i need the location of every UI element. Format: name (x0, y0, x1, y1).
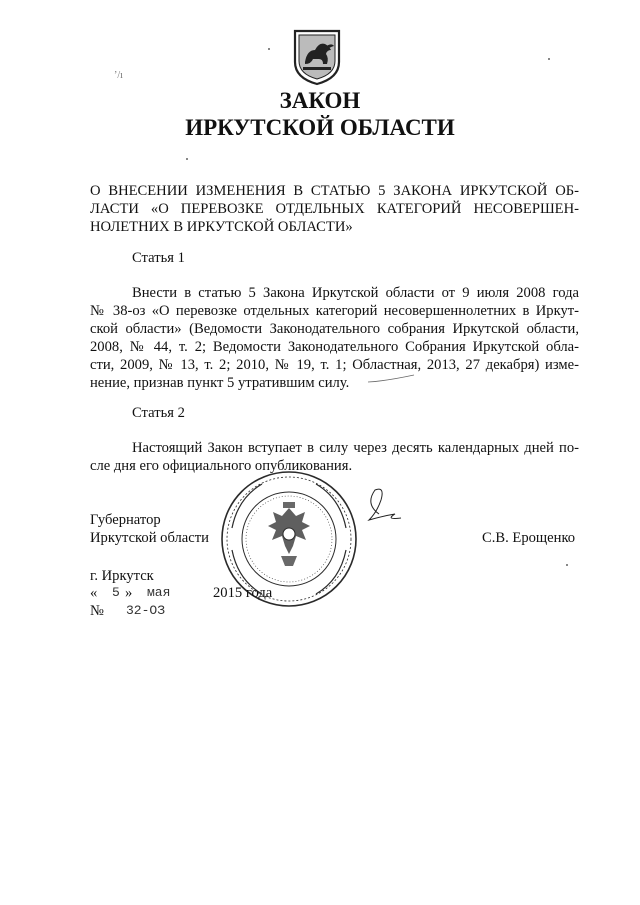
law-number: 32-ОЗ (126, 603, 166, 618)
date-day: 5 (112, 585, 120, 600)
signatory-title-line2: Иркутской области (90, 530, 209, 546)
paragraph-line: сле дня его официального опубликования. (90, 458, 353, 474)
paragraph-line: ской области» (Ведомости Законодательного собрания Иркутской области, (90, 321, 579, 337)
paragraph-line: нение, признав пункт 5 утратившим силу. (90, 375, 350, 391)
paragraph-line: сти, 2009, № 13, т. 2; 2010, № 19, т. 1; Областная, 2013, 27 декабря) изме- (90, 357, 579, 373)
signatory-title-line1: Губернатор (90, 512, 161, 528)
article-1-heading: Статья 1 (132, 250, 185, 266)
date-close-quote: » (125, 585, 133, 601)
paragraph-line: № 38-оз «О перевозке отдельных категорий несовершеннолетних в Иркут- (90, 303, 579, 319)
coat-of-arms-icon (291, 28, 343, 86)
pen-stroke-mark (366, 372, 416, 386)
handwritten-signature-icon (355, 484, 405, 534)
scan-speck (186, 158, 188, 160)
scan-speck (268, 48, 270, 50)
city: г. Иркутск (90, 568, 154, 584)
article-1-text (90, 284, 579, 392)
signatory-name: С.В. Ерощенко (482, 530, 576, 546)
paragraph-line: Настоящий Закон вступает в силу через десять календарных дней по- (132, 440, 579, 456)
subject-line: ЛАСТИ «О ПЕРЕВОЗКЕ ОТДЕЛЬНЫХ КАТЕГОРИЙ НЕСОВЕРШЕН- (90, 201, 579, 217)
scan-speck (548, 58, 550, 60)
stray-pen-mark: ʼ/ı (114, 70, 123, 81)
subject-line: НОЛЕТНИХ В ИРКУТСКОЙ ОБЛАСТИ» (90, 219, 353, 235)
document-title-line1: ЗАКОН (279, 88, 361, 113)
subject-line: О ВНЕСЕНИИ ИЗМЕНЕНИЯ В СТАТЬЮ 5 ЗАКОНА ИРКУТСКОЙ ОБ- (90, 183, 579, 199)
date-month: мая (147, 585, 171, 600)
number-sign: № (90, 603, 104, 619)
document-title-line2: ИРКУТСКОЙ ОБЛАСТИ (185, 115, 455, 140)
law-subject (90, 182, 579, 236)
paragraph-line: Внести в статью 5 Закона Иркутской области от 9 июля 2008 года (132, 285, 579, 301)
date-open-quote: « (90, 585, 98, 601)
date-year: 2015 года (213, 585, 273, 601)
scan-speck (566, 564, 568, 566)
paragraph-line: 2008, № 44, т. 2; Ведомости Законодательного Собрания Иркутской обла- (90, 339, 579, 355)
article-2-heading: Статья 2 (132, 405, 185, 421)
